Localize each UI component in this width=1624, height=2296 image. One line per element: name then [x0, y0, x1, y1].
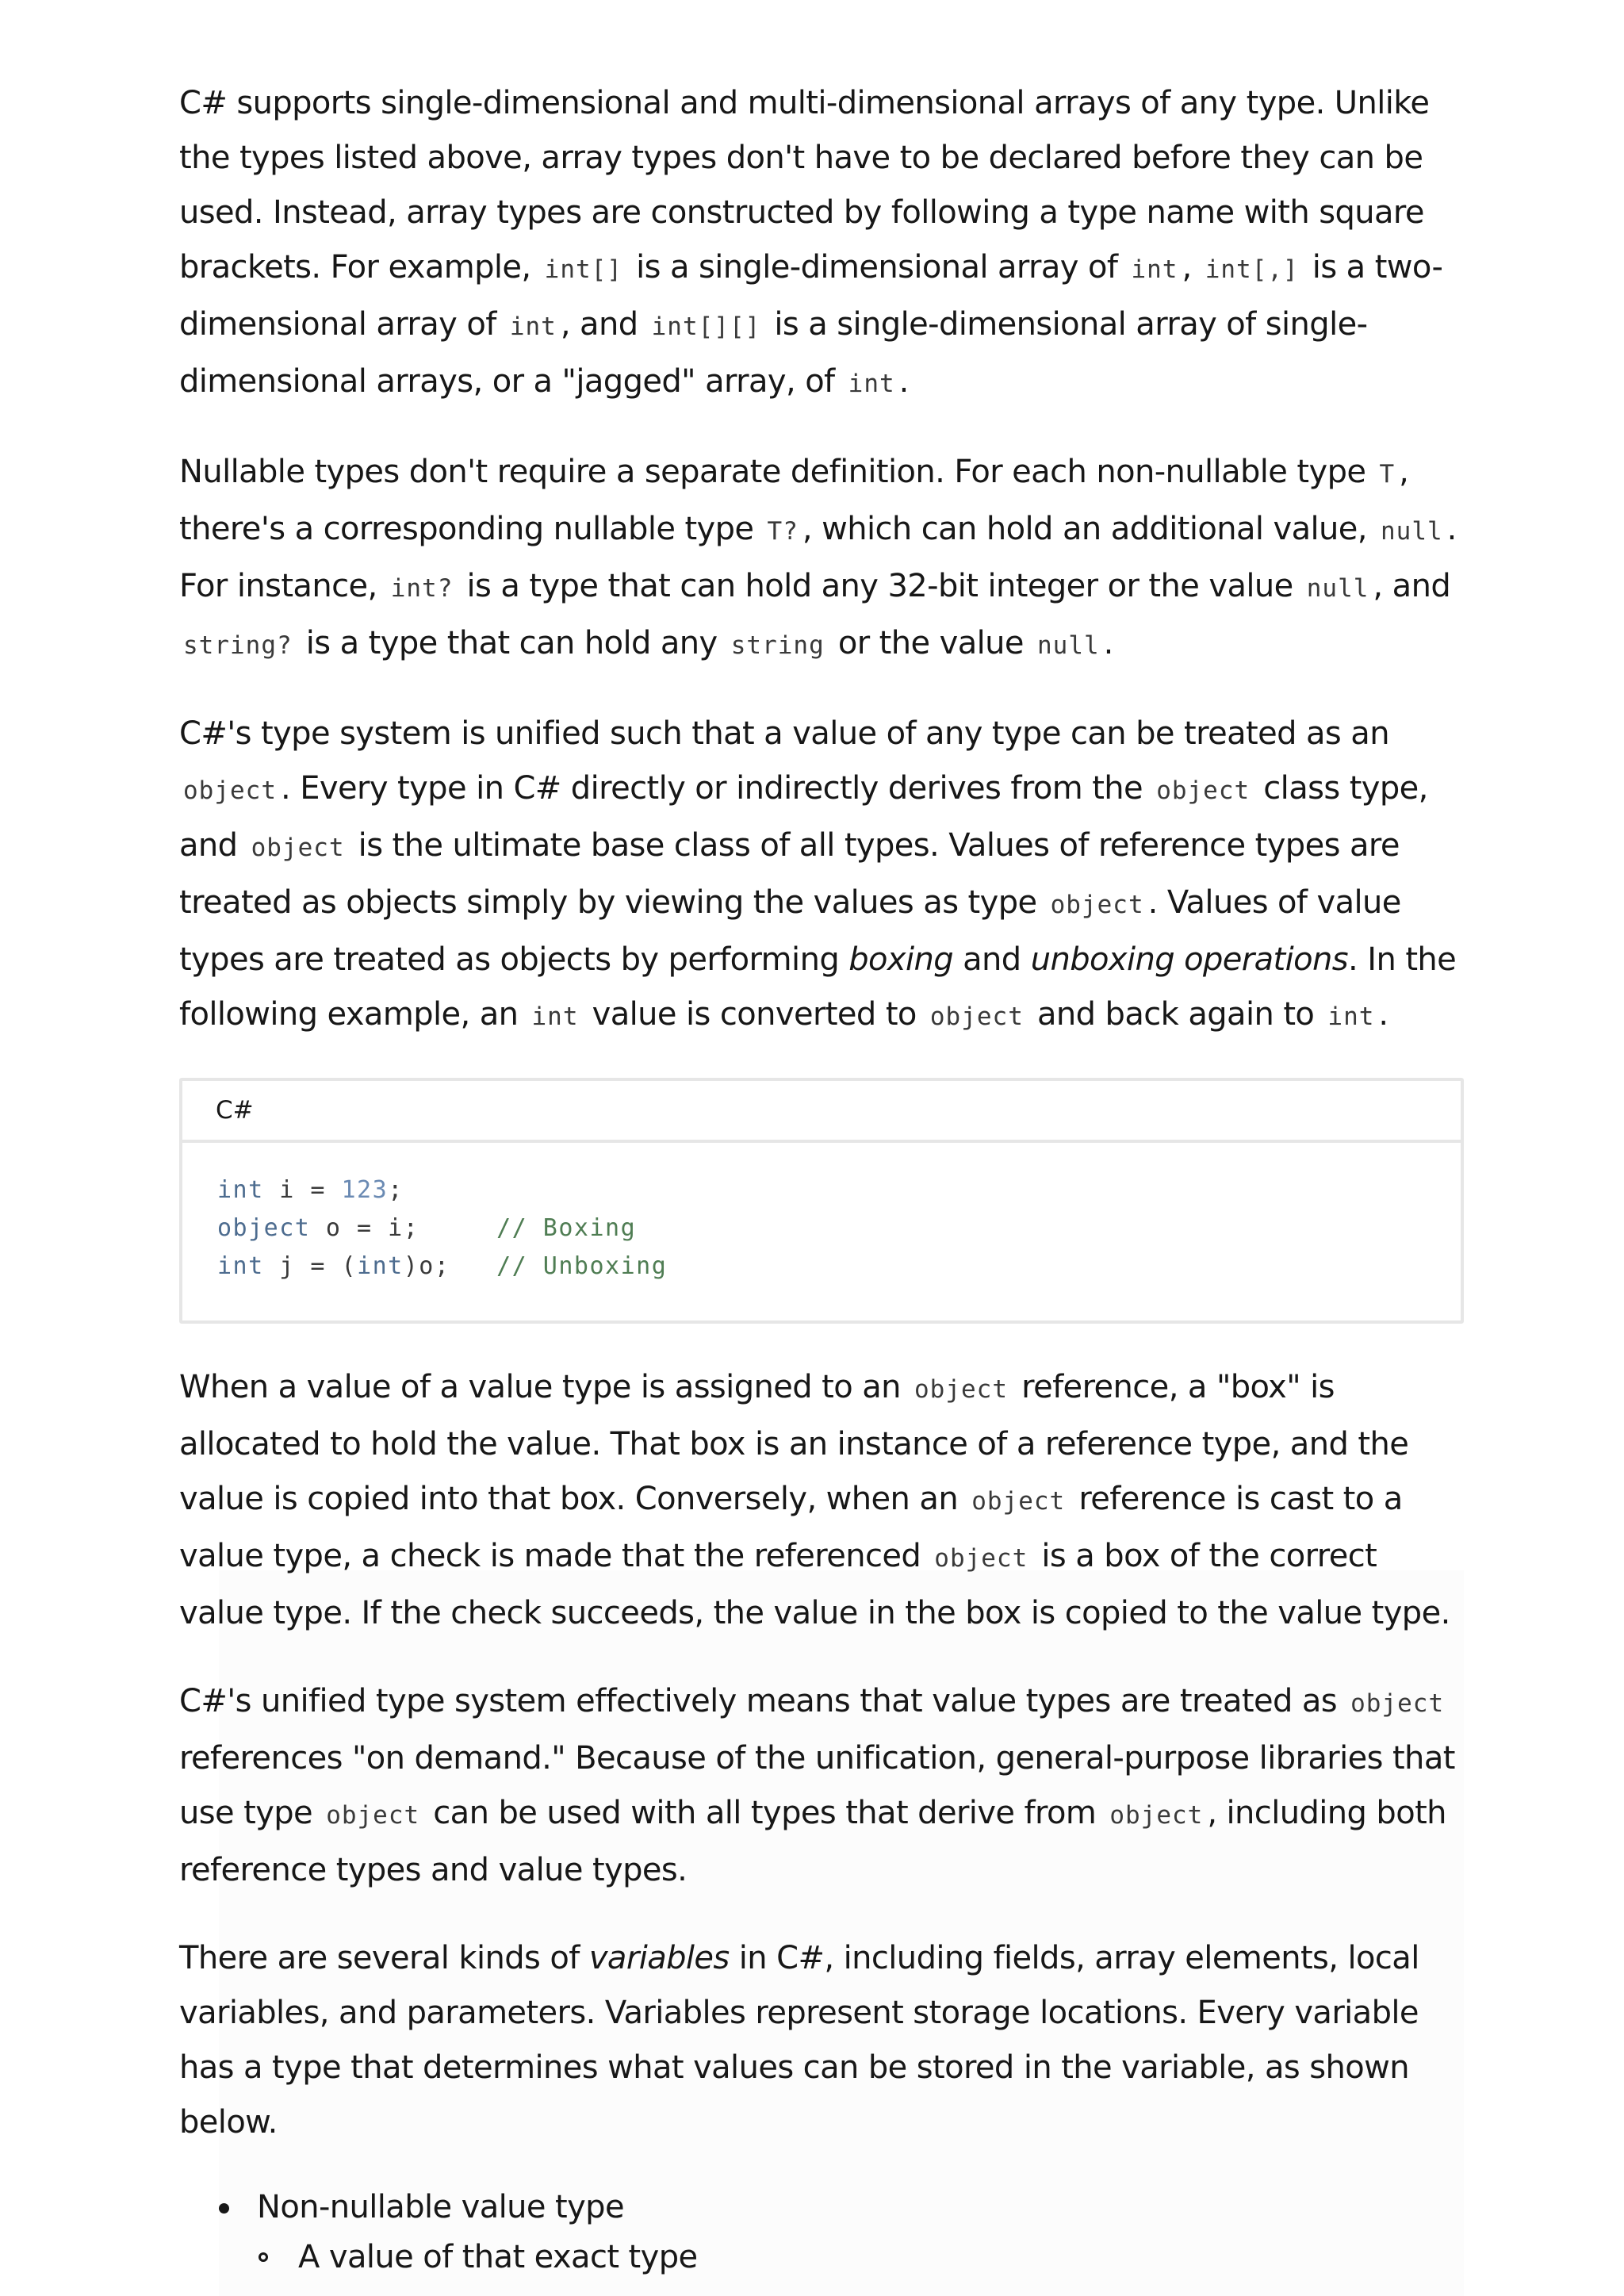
- text: value is converted to: [582, 996, 926, 1033]
- text: class type, and: [179, 770, 1428, 864]
- inline-code: int: [531, 1002, 579, 1031]
- text: , including both reference types and value types.: [179, 1795, 1446, 1888]
- text: and back again to: [1027, 996, 1324, 1033]
- text: C# supports single-dimensional and multi-dimensional arrays of any type. Unlike the types listed above, array types don't have to be declared before they can be used. Instead, array types are constructed by following a type name with square brackets. For example,: [179, 85, 1430, 286]
- inline-code: int: [1131, 255, 1178, 284]
- emphasis: boxing: [848, 941, 954, 978]
- code-block: [179, 1078, 1464, 1324]
- emphasis: variables: [588, 1940, 730, 1976]
- inline-code: object: [251, 834, 345, 862]
- text: . For instance,: [179, 511, 1457, 604]
- text: , and: [560, 306, 648, 343]
- text: C#'s unified type system effectively means that value types are treated as: [179, 1683, 1347, 1719]
- code-block-body[interactable]: [182, 1143, 1461, 1320]
- code-text: ;: [388, 1176, 404, 1204]
- text: in C#, including fields, array elements, local variables, and parameters. Variables represent storage locations. Every variable has a type that determines what values can be stored in the variable, as shown below.: [179, 1940, 1419, 2141]
- inline-code: T: [1379, 460, 1396, 489]
- text: There are several kinds of: [179, 1940, 589, 1976]
- code-keyword: int: [217, 1176, 264, 1204]
- code-keyword: int: [217, 1252, 264, 1280]
- text: .: [1103, 625, 1113, 661]
- inline-code: int[]: [544, 255, 622, 284]
- text: or the value: [828, 625, 1034, 661]
- inline-code: object: [326, 1801, 420, 1830]
- text: is a single-dimensional array of: [626, 249, 1128, 286]
- inline-code: null: [1037, 631, 1100, 660]
- code-line: [217, 1248, 1426, 1286]
- code-block-language-label: C#: [182, 1081, 1461, 1143]
- paragraph-boxing: [179, 1360, 1464, 1641]
- inline-code: object: [183, 776, 277, 805]
- inline-code: object: [929, 1002, 1024, 1031]
- code-line: [217, 1209, 1426, 1248]
- text: .: [898, 363, 909, 400]
- inline-code: null: [1381, 517, 1443, 546]
- paragraph-arrays: [179, 76, 1464, 412]
- inline-code: object: [1050, 891, 1144, 919]
- text: is a type that can hold any 32-bit integer or the value: [457, 568, 1303, 604]
- code-number: 123: [341, 1176, 389, 1204]
- code-text: i =: [263, 1176, 342, 1204]
- text: , there's a corresponding nullable type: [179, 454, 1409, 547]
- text: is a two-dimensional array of: [179, 249, 1443, 343]
- text: . In the following example, an: [179, 941, 1457, 1033]
- code-line: [217, 1171, 1426, 1209]
- text: can be used with all types that derive from: [423, 1795, 1106, 1831]
- inline-code: object: [1350, 1689, 1445, 1718]
- inline-code: string: [730, 631, 825, 660]
- text: When a value of a value type is assigned to an: [179, 1369, 910, 1405]
- paragraph-on-demand: [179, 1674, 1464, 1898]
- text: references "on demand." Because of the unification, general-purpose libraries that use type: [179, 1740, 1455, 1831]
- code-text: )o;: [403, 1252, 497, 1280]
- inline-code: int: [1327, 1002, 1375, 1031]
- text: C#'s type system is unified such that a value of any type can be treated as an: [179, 715, 1389, 752]
- inline-code: object: [971, 1487, 1066, 1516]
- inline-code: string?: [183, 631, 293, 660]
- document-body: [179, 76, 1464, 2283]
- inline-code: object: [1109, 1801, 1204, 1830]
- code-text: j = (: [263, 1252, 358, 1280]
- paragraph-variables: [179, 1931, 1464, 2150]
- inline-code: int: [848, 370, 895, 398]
- list-item: Non-nullable value type: [179, 2183, 1464, 2231]
- text: , which can hold an additional value,: [802, 511, 1377, 547]
- text: is the ultimate base class of all types. Values of reference types are treated as objects simply by viewing the values as type: [179, 827, 1400, 921]
- text: is a type that can hold any: [296, 625, 727, 661]
- variable-types-list: [179, 2183, 1464, 2283]
- code-text: o = i;: [310, 1214, 497, 1242]
- text: Nullable types don't require a separate definition. For each non-nullable type: [179, 454, 1376, 490]
- text: .: [1378, 996, 1388, 1033]
- inline-code: null: [1306, 574, 1369, 603]
- text: , and: [1373, 568, 1451, 604]
- inline-code: int?: [390, 574, 454, 603]
- code-keyword: object: [217, 1214, 311, 1242]
- paragraph-nullable: [179, 445, 1464, 673]
- text: ,: [1182, 249, 1201, 286]
- code-comment: // Boxing: [496, 1214, 637, 1242]
- inline-code: T?: [767, 517, 799, 546]
- inline-code: int[,]: [1205, 255, 1299, 284]
- text: and: [953, 941, 1031, 978]
- text: is a single-dimensional array of single-dimensional arrays, or a "jagged" array, of: [179, 306, 1368, 400]
- code-keyword: int: [357, 1252, 404, 1280]
- text: . Values of value types are treated as objects by performing: [179, 884, 1401, 978]
- inline-code: int: [509, 312, 557, 341]
- text: reference is cast to a value type, a check is made that the referenced: [179, 1481, 1403, 1574]
- inline-code: int[][]: [651, 312, 761, 341]
- sub-list-item: A value of that exact type: [179, 2231, 1464, 2283]
- inline-code: object: [914, 1375, 1008, 1404]
- text: is a box of the correct value type. If the check succeeds, the value in the box is copied to the value type.: [179, 1538, 1450, 1631]
- text: . Every type in C# directly or indirectly derives from the: [280, 770, 1153, 807]
- text: reference, a "box" is allocated to hold the value. That box is an instance of a reference type, and the value is copied into that box. Conversely, when an: [179, 1369, 1409, 1517]
- paragraph-unified-type-system: [179, 707, 1464, 1045]
- inline-code: object: [934, 1544, 1028, 1573]
- emphasis: unboxing operations: [1030, 941, 1349, 978]
- code-comment: // Unboxing: [496, 1252, 668, 1280]
- inline-code: object: [1156, 776, 1251, 805]
